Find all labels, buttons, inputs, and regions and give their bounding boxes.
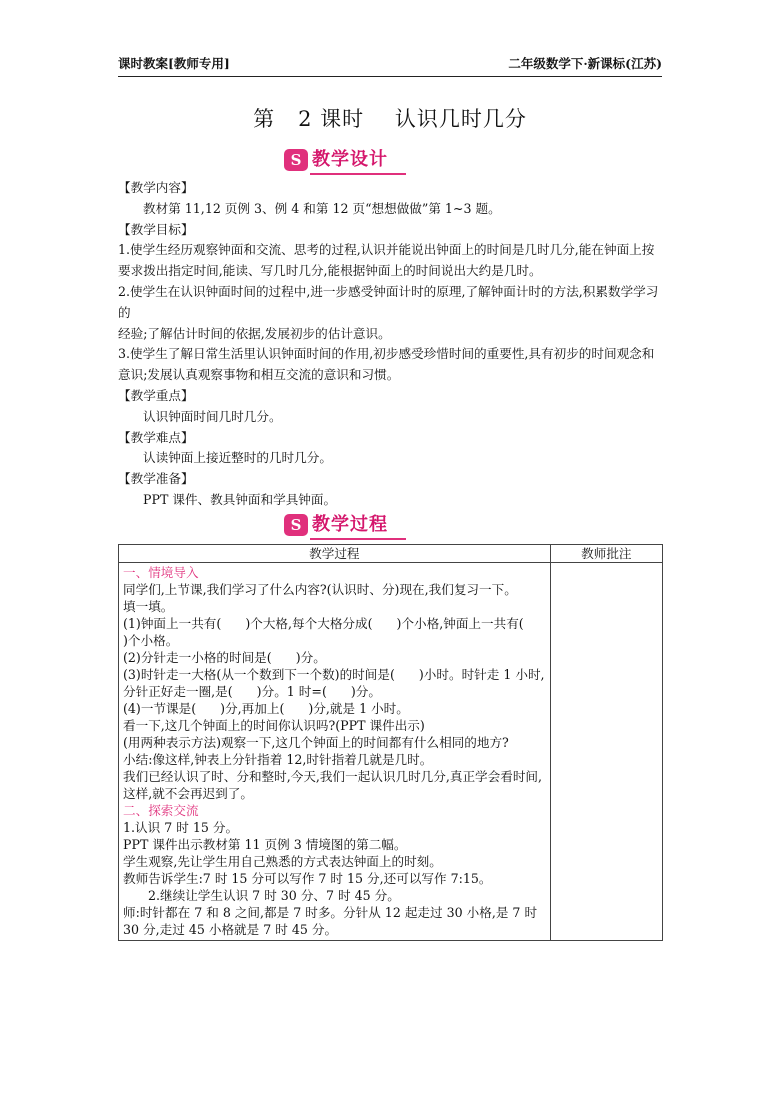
header-divider [118, 76, 662, 77]
process-table [118, 544, 663, 941]
goal-2b: 经验;了解估计时间的依据,发展初步的估计意识。 [118, 325, 391, 341]
process-banner [0, 512, 780, 540]
lesson-title: 第 2 课时 认识几时几分 [253, 107, 527, 131]
content-heading: 【教学内容】 [118, 180, 194, 195]
banner-underline [310, 538, 406, 540]
goal-1: 1.使学生经历观察钟面和交流、思考的过程,认识并能说出钟面上的时间是几时几分,能在钟面上按要求拨出指定时间,能读、写几时几分,能根据钟面上的时间说出大约是几时。 [118, 242, 655, 279]
process-line: 看一下,这几个钟面上的时间你认识吗?(PPT 课件出示) [123, 718, 425, 733]
content-text: 教材第 11,12 页例 3、例 4 和第 12 页“想想做做”第 1~3 题。 [143, 200, 501, 216]
process-cell [119, 563, 551, 941]
process-line: 教师告诉学生:7 时 15 分可以写作 7 时 15 分,还可以写作 7:15。 [123, 871, 492, 886]
design-banner [0, 147, 780, 175]
process-line: 填一填。 [123, 599, 174, 614]
difficulty-text: 认读钟面上接近整时的几时几分。 [143, 450, 332, 466]
banner-underline [310, 173, 406, 175]
goal-heading: 【教学目标】 [118, 221, 194, 237]
section-logo-icon: S [284, 149, 308, 171]
col-header-process: 教学过程 [119, 545, 551, 563]
process-line: 2.继续让学生认识 7 时 30 分、7 时 45 分。 [148, 888, 400, 903]
key-text: 认识钟面时间几时几分。 [143, 408, 282, 424]
key-heading: 【教学重点】 [118, 387, 194, 403]
page-header [118, 54, 662, 74]
section-heading-explore: 二、探索交流 [123, 803, 199, 818]
section-heading-intro: 一、情境导入 [123, 565, 199, 580]
goal-2a: 2.使学生在认识钟面时间的过程中,进一步感受钟面计时的原理,了解钟面计时的方法,积累数学学习的 [118, 283, 659, 320]
design-section [118, 178, 664, 511]
process-line: (用两种表示方法)观察一下,这几个钟面上的时间都有什么相同的地方? [123, 735, 509, 750]
col-header-notes: 教师批注 [550, 545, 662, 563]
header-right: 二年级数学下·新课标(江苏) [508, 56, 662, 71]
process-line: 1.认识 7 时 15 分。 [123, 820, 239, 835]
header-left: 课时教案[教师专用] [118, 56, 230, 71]
process-banner-label: 教学过程 [312, 514, 388, 535]
prep-heading: 【教学准备】 [118, 471, 194, 487]
design-banner-label: 教学设计 [312, 149, 388, 170]
prep-text: PPT 课件、教具钟面和学具钟面。 [143, 491, 337, 507]
process-line: 师:时针都在 7 和 8 之间,都是 7 时多。分针从 12 起走过 30 小格,是 7 时 30 分,走过 45 小格就是 7 时 45 分。 [123, 905, 538, 937]
process-line: 同学们,上节课,我们学习了什么内容?(认识时、分)现在,我们复习一下。 [123, 582, 517, 597]
notes-cell [550, 563, 662, 941]
process-line: 学生观察,先让学生用自己熟悉的方式表达钟面上的时刻。 [123, 854, 442, 869]
process-line: PPT 课件出示教材第 11 页例 3 情境图的第二幅。 [123, 837, 407, 852]
process-line: (2)分针走一小格的时间是( )分。 [123, 650, 326, 665]
process-line: (1)钟面上一共有( )个大格,每个大格分成( )个小格,钟面上一共有( )个小格。 [123, 616, 548, 648]
goal-3: 3.使学生了解日常生活里认识钟面时间的作用,初步感受珍惜时间的重要性,具有初步的时间观念和意识;发展认真观察事物和相互交流的意识和习惯。 [118, 346, 655, 383]
process-line: (4)一节课是( )分,再加上( )分,就是 1 小时。 [123, 701, 409, 716]
section-logo-icon: S [284, 514, 308, 536]
difficulty-heading: 【教学难点】 [118, 429, 194, 445]
process-line: 我们已经认识了时、分和整时,今天,我们一起认识几时几分,真正学会看时间,这样,就不会再迟到了。 [123, 769, 543, 801]
process-line: (3)时针走一大格(从一个数到下一个数)的时间是( )小时。时针走 1 小时,分针正好走一圈,是( )分。1 时=( )分。 [123, 667, 545, 699]
process-line: 小结:像这样,钟表上分针指着 12,时针指着几就是几时。 [123, 752, 433, 767]
